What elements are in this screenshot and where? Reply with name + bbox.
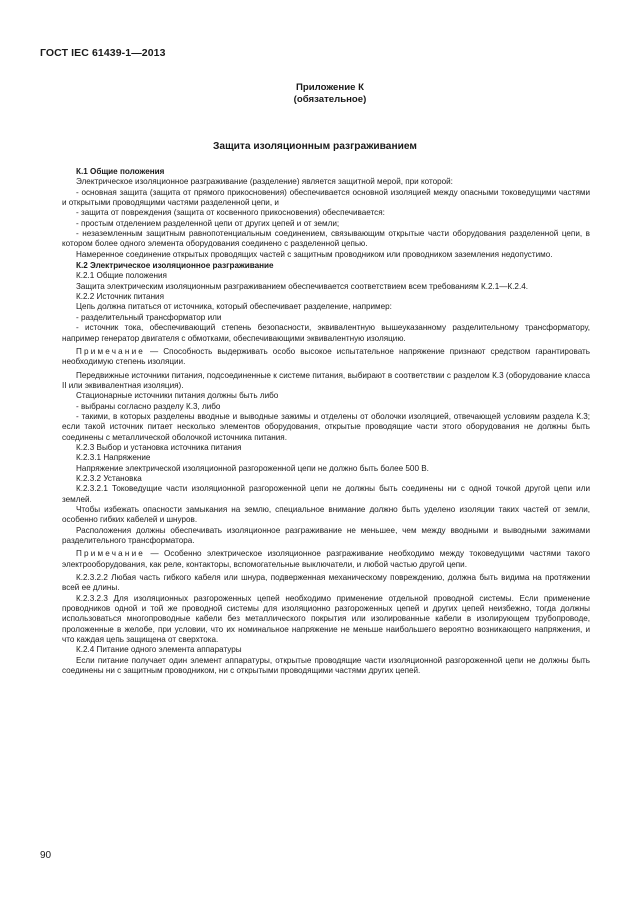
note-paragraph: [62, 549, 590, 570]
paragraph: К.2.3.2.2 Любая часть гибкого кабеля или шнура, подверженная механическому повреждению, должна быть видима на протяжении всей ее длины.: [62, 573, 590, 593]
paragraph: - защита от повреждения (защита от косвенного прикосновения) обеспечивается:: [76, 208, 385, 218]
annex-title: Приложение К: [296, 82, 364, 93]
main-title: Защита изоляционным разграживанием: [213, 141, 417, 152]
paragraph: Электрическое изоляционное разграживание (разделение) является защитной мерой, при которой:: [76, 177, 453, 187]
section-heading: К.1 Общие положения: [76, 167, 165, 176]
paragraph: Если питание получает один элемент аппаратуры, открытые проводящие части изоляционной разгороженной цепи не должны быть соединены ни с защитным проводником, ни с открытыми проводящими частями других цепей.: [62, 655, 590, 676]
paragraph: - такими, в которых разделены вводные и выводные зажимы и отделены от оболочки изоляцией, отвечающей условиям раздела К.3; если такой источник питает несколько элементов оборудования, открытые проводящие части этого оборудования не должны быть соединены с металлической оболочкой источника питания.: [62, 411, 590, 442]
paragraph: Цепь должна питаться от источника, который обеспечивает разделение, например:: [76, 302, 392, 312]
paragraph: К.2.1 Общие положения: [76, 271, 167, 281]
paragraph: К.2.3.1 Напряжение: [76, 453, 151, 463]
paragraph: - разделительный трансформатор или: [76, 312, 222, 322]
note-paragraph: [62, 347, 590, 368]
paragraph: Расположения должны обеспечивать изоляционное разграживание не меньшее, чем между вводными и выводными зажимами разделительного трансформатора.: [62, 525, 590, 546]
page-number: 90: [40, 850, 52, 861]
paragraph: - простым отделением разделенной цепи от других цепей и от земли;: [76, 218, 340, 228]
paragraph: Защита электрическим изоляционным разграживанием обеспечивается соответствием всем требованиям К.2.1—К.2.4.: [76, 281, 528, 291]
annex-status: (обязательное): [293, 94, 367, 105]
paragraph: К.2.3.2.3 Для изоляционных разгороженных цепей необходимо применение отдельной проводной системы. Если применение проводников одной и той же проводной системы для изоляционно разгороженных цепей и других цепей неизбежно, тогда должны использоваться многопроводные кабели без металлического покрытия или изолированные кабели в изолирующем трубопроводе, проложенные в желобе, при условии, что их номинальное напряжение не меньше наибольшего вероятно возникающего напряжения, и что каждая цепь защищена от сверхтока.: [62, 593, 590, 645]
note-prefix: Примечание: [76, 346, 146, 356]
paragraph: К.2.4 Питание одного элемента аппаратуры: [76, 645, 242, 655]
paragraph: - незаземленным защитным равнопотенциальным соединением, связывающим открытые части оборудования разделенной цепи, в котором более одного элемента оборудования соединено с разделенной цепью.: [62, 229, 590, 249]
document-body: [62, 166, 590, 677]
note-prefix: Примечание: [76, 549, 146, 559]
paragraph: - источник тока, обеспечивающий степень безопасности, эквивалентную вышеуказанному разделительному трансформатору, например генератор двигателя с обмотками, обеспечивающими эквивалентную изоляцию.: [62, 323, 590, 343]
paragraph: Передвижные источники питания, подсоединенные к системе питания, выбирают в соответствии с разделом К.3 (оборудование класса II или эквивалентная изоляция).: [62, 370, 590, 390]
paragraph: К.2.3.2 Установка: [76, 473, 142, 483]
standard-header: ГОСТ IEC 61439-1—2013: [40, 47, 166, 59]
note-text: — Особенно электрическое изоляционное разграживание необходимо между токоведущими частями такого электрооборудования, как реле, контакторы, вспомогательные выключатели, и любой частью другой цепи.: [62, 549, 590, 569]
paragraph: Напряжение электрической изоляционной разгороженной цепи не должно быть более 500 В.: [76, 463, 429, 473]
paragraph: - выбраны согласно разделу К.3, либо: [76, 401, 221, 411]
paragraph: К.2.3 Выбор и установка источника питания: [76, 442, 242, 452]
note-text: — Способность выдерживать особо высокое испытательное напряжение признают средством гарантировать необходимую степень изоляции.: [62, 346, 590, 367]
annex-heading: [0, 82, 630, 106]
paragraph: - основная защита (защита от прямого прикосновения) обеспечивается основной изоляцией между опасными токоведущими частями и открытыми проводящими частями разделенной цепи, и: [62, 187, 590, 208]
paragraph: Намеренное соединение открытых проводящих частей с защитным проводником или проводником заземления недопустимо.: [76, 249, 553, 259]
section-heading: К.2 Электрическое изоляционное разграживание: [76, 261, 274, 271]
paragraph: К.2.2 Источник питания: [76, 292, 164, 302]
paragraph: Чтобы избежать опасности замыкания на землю, специальное внимание должно быть уделено изоляции таких частей от земли, особенно гибких кабелей и шнуров.: [62, 505, 590, 525]
paragraph: К.2.3.2.1 Токоведущие части изоляционной разгороженной цепи не должны быть соединены ни с одной точкой другой цепи или землей.: [62, 484, 590, 504]
paragraph: Стационарные источники питания должны быть либо: [76, 391, 279, 401]
